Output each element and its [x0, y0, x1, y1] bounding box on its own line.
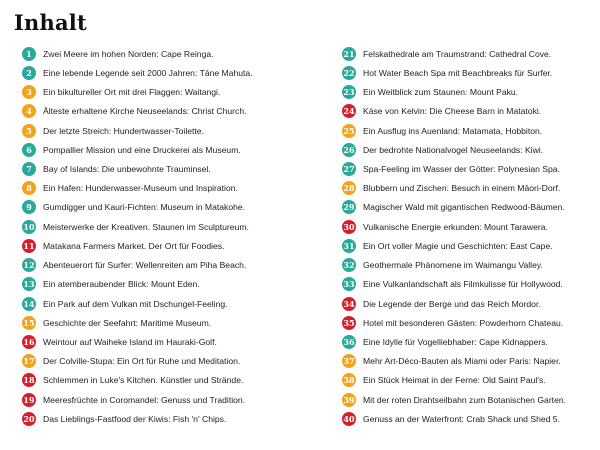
entry-number-badge: 35 — [343, 317, 355, 328]
entry-title: Eine lebende Legende seit 2000 Jahren: Tāne Mahuta. — [43, 67, 253, 78]
toc-entry[interactable] — [22, 333, 284, 350]
entry-title: Meisterwerke der Kreativen. Staunen im Sculptureum. — [43, 221, 249, 232]
entry-number-badge: 37 — [343, 356, 355, 367]
toc-entry[interactable] — [342, 353, 600, 370]
entry-number-badge: 6 — [22, 143, 36, 157]
toc-entry[interactable] — [342, 103, 600, 120]
toc-entry[interactable] — [342, 45, 600, 62]
entry-number-badge: 8 — [22, 181, 36, 195]
entry-number-badge: 39 — [343, 394, 355, 405]
toc-entry[interactable] — [22, 83, 284, 100]
entry-number-badge: 16 — [23, 336, 35, 347]
entry-title: Pompallier Mission und eine Druckerei als Museum. — [43, 144, 241, 155]
entry-number-badge: 24 — [343, 106, 355, 117]
entry-number-badge: 18 — [23, 375, 35, 386]
entry-number-badge: 4 — [22, 104, 36, 118]
entry-title: Hot Water Beach Spa mit Beachbreaks für Surfer. — [363, 67, 553, 78]
entry-number-badge: 36 — [343, 336, 355, 347]
toc-entry[interactable] — [342, 372, 600, 389]
entry-title: Ein atemberaubender Blick: Mount Eden. — [43, 279, 200, 290]
entry-title: Weintour auf Waiheke Island im Hauraki-Golf. — [43, 336, 217, 347]
entry-number-badge: 28 — [343, 183, 355, 194]
entry-number-badge: 31 — [343, 240, 355, 251]
toc-entry[interactable] — [342, 199, 600, 216]
entry-title: Vulkanische Energie erkunden: Mount Tarawera. — [363, 221, 548, 232]
toc-entry[interactable] — [342, 237, 600, 254]
entry-number-badge: 19 — [23, 394, 35, 405]
entry-number-badge: 23 — [343, 87, 355, 98]
toc-entry[interactable] — [22, 372, 284, 389]
entry-title: Mehr Art-Déco-Bauten als Miami oder Paris: Napier. — [363, 356, 561, 367]
toc-entry[interactable] — [342, 160, 600, 177]
entry-number-badge: 2 — [22, 66, 36, 80]
toc-column-right — [342, 45, 600, 429]
toc-entry[interactable] — [342, 83, 600, 100]
entry-number-badge: 5 — [22, 124, 36, 138]
toc-entry[interactable] — [22, 256, 284, 273]
toc-entry[interactable] — [22, 391, 284, 408]
entry-title: Blubbern und Zischen: Besuch in einem Māori-Dorf. — [363, 183, 561, 194]
toc-entry[interactable] — [342, 314, 600, 331]
entry-number-badge: 13 — [23, 279, 35, 290]
toc-entry[interactable] — [22, 103, 284, 120]
page-title: Inhalt — [14, 10, 87, 35]
entry-title: Ein Ausflug ins Auenland: Matamata, Hobbiton. — [363, 125, 543, 136]
entry-title: Älteste erhaltene Kirche Neuseelands: Christ Church. — [43, 106, 247, 117]
entry-title: Mit der roten Drahtseilbahn zum Botanischen Garten. — [363, 394, 567, 405]
entry-number-badge: 26 — [343, 144, 355, 155]
entry-title: Meeresfrüchte in Coromandel: Genuss und Tradition. — [43, 394, 246, 405]
entry-title: Ein Stück Heimat in der Ferne: Old Saint Paul's. — [363, 375, 546, 386]
entry-title: Ein Weitblick zum Staunen: Mount Paku. — [363, 87, 519, 98]
entry-title: Käse von Kelvin: Die Cheese Barn in Matatoki. — [363, 106, 542, 117]
entry-number-badge: 14 — [23, 298, 35, 309]
entry-number-badge: 40 — [343, 413, 355, 424]
toc-entry[interactable] — [22, 45, 284, 62]
toc-entry[interactable] — [22, 122, 284, 139]
entry-title: Der bedrohte Nationalvogel Neuseelands: Kiwi. — [363, 144, 544, 155]
entry-title: Geschichte der Seefahrt: Maritime Museum. — [43, 317, 212, 328]
entry-number-badge: 25 — [343, 125, 355, 136]
entry-title: Geothermale Phänomene im Waimangu Valley. — [363, 260, 543, 271]
entry-number-badge: 29 — [343, 202, 355, 213]
toc-entry[interactable] — [22, 141, 284, 158]
toc-entry[interactable] — [342, 218, 600, 235]
entry-title: Ein Park auf dem Vulkan mit Dschungel-Feeling. — [43, 298, 228, 309]
entry-title: Magischer Wald mit gigantischen Redwood-Bäumen. — [363, 202, 565, 213]
entry-number-badge: 20 — [23, 413, 35, 424]
toc-entry[interactable] — [342, 295, 600, 312]
toc-entry[interactable] — [22, 295, 284, 312]
entry-title: Eine Idylle für Vogelliebhaber: Cape Kidnappers. — [363, 336, 548, 347]
toc-entry[interactable] — [22, 64, 284, 81]
entry-number-badge: 33 — [343, 279, 355, 290]
entry-title: Ein Hafen: Hunderwasser-Museum und Inspiration. — [43, 183, 238, 194]
toc-entry[interactable] — [22, 353, 284, 370]
entry-title: Abenteuerort für Surfer: Wellenreiten am Piha Beach. — [43, 260, 247, 271]
entry-title: Ein Ort voller Magie und Geschichten: East Cape. — [363, 240, 553, 251]
toc-entry[interactable] — [342, 141, 600, 158]
entry-number-badge: 7 — [22, 162, 36, 176]
toc-entry[interactable] — [22, 276, 284, 293]
entry-title: Gumdigger und Kauri-Fichten: Museum in Matakohe. — [43, 202, 246, 213]
entry-number-badge: 22 — [343, 67, 355, 78]
entry-title: Felskathedrale am Traumstrand: Cathedral Cove. — [363, 48, 552, 59]
toc-entry[interactable] — [22, 237, 284, 254]
entry-title: Zwei Meere im hohen Norden: Cape Reinga. — [43, 48, 214, 59]
entry-number-badge: 34 — [343, 298, 355, 309]
entry-title: Hotel mit besonderen Gästen: Powderhorn Chateau. — [363, 317, 564, 328]
entry-number-badge: 1 — [22, 47, 36, 61]
entry-number-badge: 12 — [23, 260, 35, 271]
entry-number-badge: 38 — [343, 375, 355, 386]
entry-title: Bay of Islands: Die unbewohnte Trauminsel. — [43, 164, 211, 174]
toc-entry[interactable] — [22, 218, 284, 235]
entry-title: Der Colville-Stupa: Ein Ort für Ruhe und Meditation. — [43, 356, 241, 367]
toc-entry[interactable] — [342, 276, 600, 293]
toc-entry[interactable] — [342, 410, 600, 427]
entry-title: Spa-Feeling im Wasser der Götter: Polynesian Spa. — [363, 164, 560, 174]
toc-entry[interactable] — [22, 199, 284, 216]
toc-entry[interactable] — [342, 64, 600, 81]
toc-column-left — [22, 45, 284, 429]
entry-number-badge: 32 — [343, 260, 355, 271]
entry-number-badge: 3 — [22, 85, 36, 99]
entry-title: Schlemmen in Luke's Kitchen. Künstler und Strände. — [43, 375, 244, 386]
entry-title: Genuss an der Waterfront: Crab Shack und Shed 5. — [363, 413, 560, 424]
entry-number-badge: 27 — [343, 164, 355, 174]
entry-title: Matakana Farmers Market. Der Ort für Foodies. — [43, 240, 225, 251]
entry-number-badge: 10 — [23, 221, 35, 232]
toc-entry[interactable] — [342, 122, 600, 139]
toc-entry[interactable] — [342, 256, 600, 273]
toc-entry[interactable] — [342, 180, 600, 197]
entry-title: Das Lieblings-Fastfood der Kiwis: Fish 'n' Chips. — [43, 413, 227, 424]
toc-entry[interactable] — [22, 160, 284, 177]
entry-number-badge: 11 — [23, 240, 35, 251]
entry-title: Ein bikultureller Ort mit drei Flaggen: Waitangi. — [43, 87, 221, 98]
entry-title: Eine Vulkanlandschaft als Filmkulisse für Hollywood. — [363, 279, 563, 290]
toc-entry[interactable] — [22, 410, 284, 427]
entry-title: Der letzte Streich: Hundertwasser-Toilette. — [43, 125, 204, 136]
entry-number-badge: 30 — [343, 221, 355, 232]
entry-number-badge: 9 — [22, 200, 36, 214]
entry-number-badge: 15 — [23, 317, 35, 328]
entry-title: Die Legende der Berge und das Reich Mordor. — [363, 298, 541, 309]
toc-entry[interactable] — [342, 391, 600, 408]
entry-number-badge: 17 — [23, 356, 35, 367]
toc-entry[interactable] — [22, 180, 284, 197]
entry-number-badge: 21 — [343, 48, 355, 59]
toc-entry[interactable] — [22, 314, 284, 331]
toc-entry[interactable] — [342, 333, 600, 350]
